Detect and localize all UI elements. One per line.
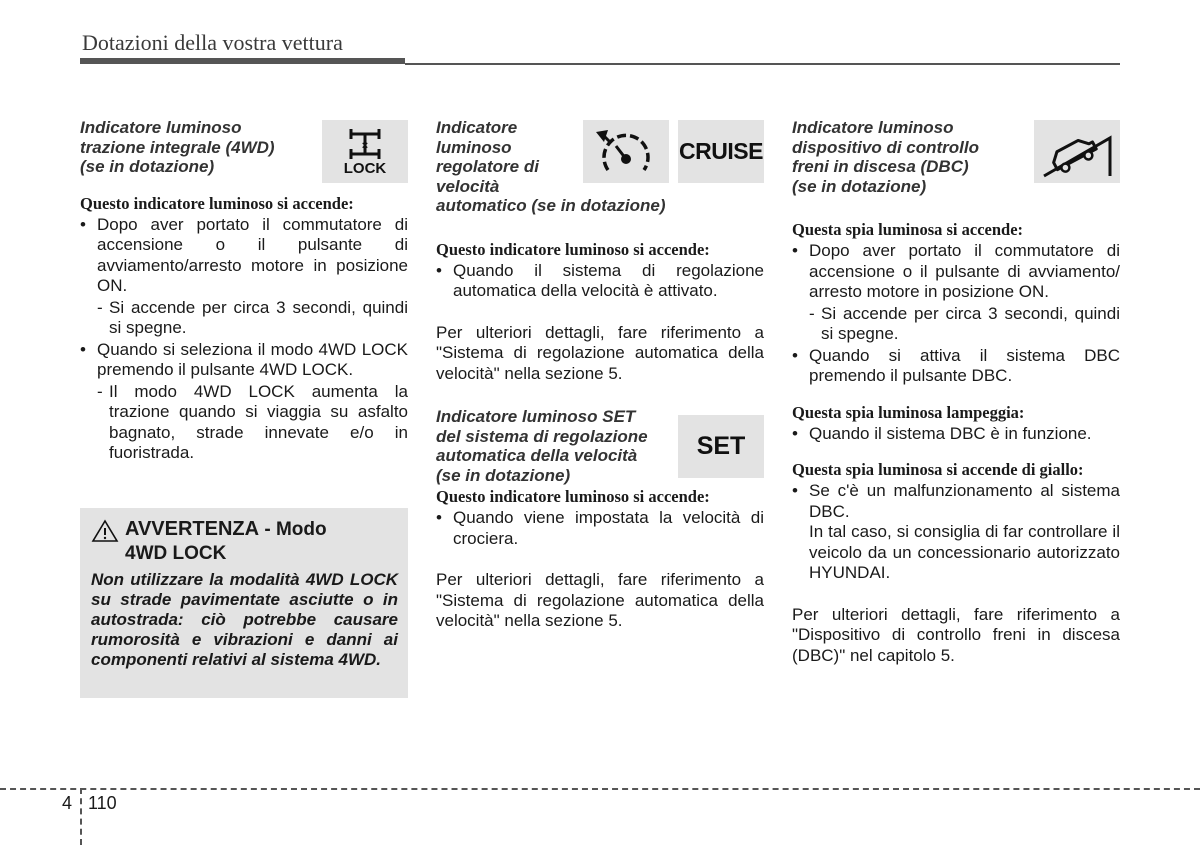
para-dbc: Per ulteriori dettagli, fare riferimento a "Dispositivo di controllo freni in discesa (DBC)" nel capitolo 5. <box>792 604 1120 665</box>
para-cruise: Per ulteriori dettagli, fare riferimento a "Sistema di regolazione automatica della velocità" nella sezione 5. <box>436 322 764 383</box>
bullet-set: • Quando viene impostata la velocità di crociera. <box>436 508 764 549</box>
warning-box <box>80 508 408 698</box>
bullet-dbc-3: • Quando il sistema DBC è in funzione. <box>792 424 1120 445</box>
bullet-4wd-1: • Dopo aver portato il commutatore di accensione o il pulsante di avviamento/arresto motore in posizione ON. <box>80 215 408 297</box>
lock-label: LOCK <box>343 159 387 177</box>
bullet-dbc-2: • Quando si attiva il sistema DBC premendo il pulsante DBC. <box>792 346 1120 387</box>
page-header-title: Dotazioni della vostra vettura <box>82 30 343 55</box>
page-number: 110 <box>88 793 117 813</box>
dbc-downhill-car-icon <box>1034 120 1120 183</box>
cruise-speedometer-icon <box>583 120 669 183</box>
bullet-dbc-4-cont: In tal caso, si consiglia di far controllare il veicolo da un concessionario autorizzato HYUNDAI. <box>809 522 1120 582</box>
4wd-lock-icon <box>322 120 408 183</box>
bullet-dbc-4: • Se c'è un malfunzionamento al sistema DBC. <box>792 481 1120 522</box>
indicator-title-cruise: Indicatore luminoso regolatore di velocità automatico (se in dotazione) <box>436 118 666 215</box>
warning-triangle-icon <box>91 519 119 543</box>
warning-title-line2: 4WD LOCK <box>125 543 227 564</box>
footer-rule <box>0 788 1200 790</box>
header-rule-thin <box>405 63 1120 65</box>
subheading-cruise: Questo indicatore luminoso si accende: <box>436 239 710 259</box>
column-dbc <box>792 118 1120 666</box>
para-set: Per ulteriori dettagli, fare riferimento a "Sistema di regolazione automatica della velocità" nella sezione 5. <box>436 570 764 630</box>
cruise-text-icon: CRUISE <box>678 120 764 183</box>
subheading-dbc-2: Questa spia luminosa lampeggia: <box>792 402 1025 422</box>
svg-text:×: × <box>361 139 369 152</box>
dash-dbc-1: - Si accende per circa 3 secondi, quindi si spegne. <box>792 304 1120 345</box>
column-cruise <box>436 118 764 632</box>
bullet-cruise: • Quando il sistema di regolazione automatica della velocità è attivato. <box>436 261 764 302</box>
header-rule <box>80 58 405 64</box>
indicator-title-set: Indicatore luminoso SET del sistema di regolazione automatica della velocità (se in dotazione) <box>436 407 648 485</box>
bullet-dbc-1: • Dopo aver portato il commutatore di accensione o il pulsante di avviamento/ arresto motore in posizione ON. <box>792 241 1120 303</box>
indicator-title-dbc: Indicatore luminoso dispositivo di controllo freni in discesa (DBC) (se in dotazione) <box>792 118 979 196</box>
dash-4wd-2: - Il modo 4WD LOCK aumenta la trazione quando si viaggia su asfalto bagnato, strade innevate e/o in fuoristrada. <box>80 382 408 464</box>
warning-title: AVVERTENZA - Modo <box>125 518 327 540</box>
warning-text: Non utilizzare la modalità 4WD LOCK su strade pavimentate asciutte o in autostrada: ciò potrebbe causare rumorosità e vibrazioni e danni ai componenti relativi al sistema 4WD. <box>91 570 398 669</box>
bullet-4wd-2: • Quando si seleziona il modo 4WD LOCK premendo il pulsante 4WD LOCK. <box>80 340 408 381</box>
set-text-icon: SET <box>678 415 764 478</box>
subheading-set: Questo indicatore luminoso si accende: <box>436 487 710 506</box>
subheading-4wd: Questo indicatore luminoso si accende: <box>80 193 354 213</box>
subheading-dbc-1: Questa spia luminosa si accende: <box>792 220 1024 239</box>
subheading-dbc-3: Questa spia luminosa si accende di giallo: <box>792 460 1084 479</box>
chapter-number: 4 <box>62 793 73 813</box>
indicator-title-4wd: Indicatore luminoso trazione integrale (4WD) (se in dotazione) <box>80 118 275 176</box>
footer-divider <box>80 788 82 845</box>
dash-4wd-1: - Si accende per circa 3 secondi, quindi si spegne. <box>80 298 408 339</box>
